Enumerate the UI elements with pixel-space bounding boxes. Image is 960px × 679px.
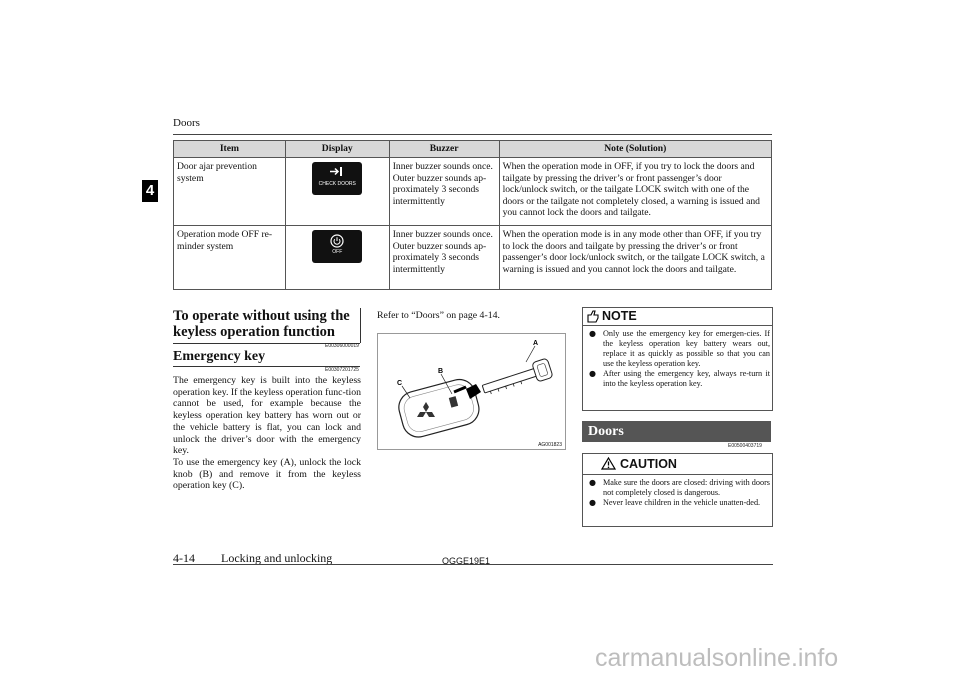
note-cell: When the operation mode in OFF, if you try to lock the doors and tailgate by pressing the driver’s or front passenger’s door lock/unlock switch, or the tailgate LOCK switch with one of the doors or the tailgate not completely closed, a warning is issued and you cannot lock the doors and tailgate. <box>499 158 771 226</box>
note-text: Only use the emergency key for emergen-cies. If the keyless operation key battery wears out, replace it as quickly as possible so that you can use the keyless operation key. <box>603 329 770 368</box>
table-header-row <box>174 141 772 158</box>
bullet-icon: ● <box>589 329 596 338</box>
bullet-icon: ● <box>589 478 596 487</box>
warning-table <box>173 140 772 290</box>
watermark: carmanualsonline.info <box>595 644 839 672</box>
power-button-icon <box>312 230 362 248</box>
column-header: Item <box>174 141 286 158</box>
caution-header <box>583 454 772 475</box>
doors-section-band <box>582 421 771 442</box>
column-header: Note (Solution) <box>499 141 771 158</box>
column-header: Buzzer <box>389 141 499 158</box>
door-lock-icon <box>312 162 362 180</box>
column-header: Display <box>285 141 389 158</box>
buzzer-cell: Inner buzzer sounds once. Outer buzzer sounds ap-proximately 3 seconds intermittently <box>389 158 499 226</box>
item-cell: Operation mode OFF re-minder system <box>174 226 286 290</box>
off-display <box>312 230 362 263</box>
display-label: CHECK DOORS <box>318 181 356 187</box>
section-title: To operate without using the keyless operation function <box>173 308 350 340</box>
note-cell: When the operation mode is in any mode other than OFF, if you try to lock the doors and tailgate by pressing the driver’s or front passenger’s door lock/unlock switch, or the tailgate LOCK switch, a warning is issued and you cannot lock the doors and tailgate. <box>499 226 771 290</box>
subsection-code: E00307201725 <box>325 367 359 373</box>
emergency-key-figure <box>377 333 566 450</box>
buzzer-cell: Inner buzzer sounds once. Outer buzzer sounds ap-proximately 3 seconds intermittently <box>389 226 499 290</box>
list-item <box>589 369 770 389</box>
paragraph: The emergency key is built into the keyless operation key. If the keyless operation func-tion cannot be used, for example because the keyless operation key battery has worn out or the vehicle battery is flat, you can lock and unlock the driver’s door with the emergency key. <box>173 375 361 457</box>
caution-box <box>582 453 773 527</box>
display-cell <box>285 158 389 226</box>
table-row <box>174 158 772 226</box>
figure-code: AG001823 <box>538 442 562 448</box>
figure-label: A <box>533 340 539 347</box>
subsection-title: Emergency key <box>173 349 266 364</box>
body-text <box>173 375 361 492</box>
bullet-icon: ● <box>589 369 596 378</box>
paragraph: To use the emergency key (A), unlock the lock knob (B) and remove it from the keyless operation key (C). <box>173 456 361 492</box>
figure-label: C <box>397 380 403 387</box>
item-cell: Door ajar prevention system <box>174 158 286 226</box>
caution-heading: CAUTION <box>620 457 677 471</box>
warning-triangle-icon <box>601 457 616 470</box>
footer-rule <box>173 564 773 565</box>
header-rule <box>173 134 772 135</box>
page-number: 4-14 <box>173 551 195 565</box>
check-doors-display <box>312 162 362 195</box>
note-text: After using the emergency key, always re-turn it into the keyless operation key. <box>603 369 770 388</box>
caution-list <box>589 478 770 508</box>
note-list <box>589 329 770 389</box>
table-row <box>174 226 772 290</box>
section-code: E00306000019 <box>325 343 359 349</box>
doors-title: Doors <box>588 424 624 439</box>
footer-section-title: Locking and unlocking <box>221 551 333 565</box>
display-label: OFF <box>332 249 343 255</box>
chapter-tab: 4 <box>142 180 158 202</box>
caution-text: Never leave children in the vehicle unatten-ded. <box>603 498 761 507</box>
list-item <box>589 498 770 508</box>
document-code: OGGE19E1 <box>442 556 491 566</box>
list-item <box>589 329 770 369</box>
section-title-rule <box>360 308 361 343</box>
doors-code: E00500403719 <box>728 443 762 449</box>
display-cell <box>285 226 389 290</box>
cross-reference: Refer to “Doors” on page 4-14. <box>377 310 500 321</box>
list-item <box>589 478 770 498</box>
bullet-icon: ● <box>589 498 596 507</box>
note-hand-icon <box>586 310 600 323</box>
figure-label: B <box>438 368 444 375</box>
note-heading: NOTE <box>602 309 637 323</box>
key-illustration <box>378 334 565 449</box>
note-header <box>583 308 772 326</box>
caution-text: Make sure the doors are closed: driving with doors not completely closed is dangerous. <box>603 478 770 497</box>
note-box <box>582 307 773 411</box>
running-header: Doors <box>173 117 200 129</box>
